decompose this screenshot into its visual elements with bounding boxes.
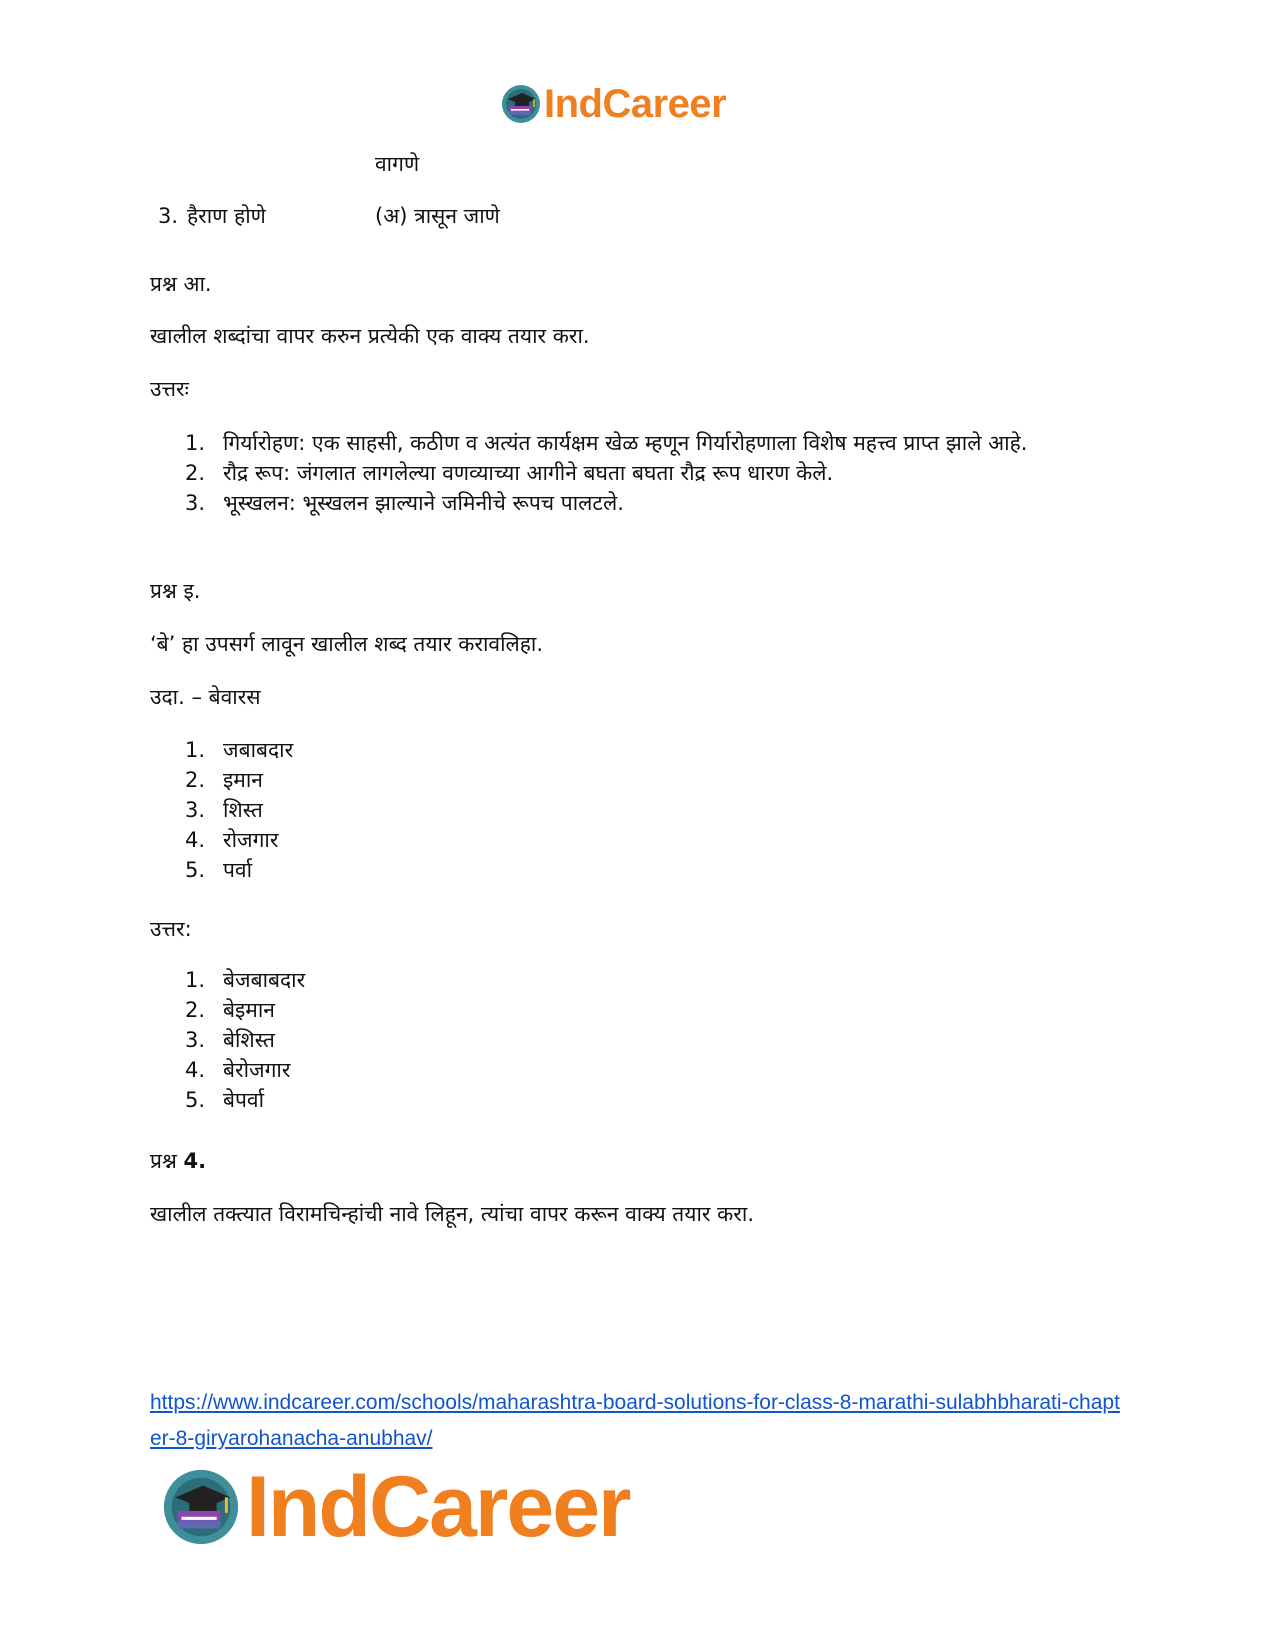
- list-item: 2. बेइमान: [185, 998, 275, 1022]
- list-item: 3. शिस्त: [185, 798, 263, 822]
- source-url-link[interactable]: https://www.indcareer.com/schools/maharashtra-board-solutions-for-class-8-marathi-sulabhbharati-chapter-8-giryarohanacha-anubhav/: [150, 1391, 1120, 1450]
- list-item: 3. भूस्खलन: भूस्खलन झाल्याने जमिनीचे रूपच पालटले.: [185, 491, 624, 515]
- question-i-answer-label: उत्तर:: [150, 917, 192, 941]
- question-i-answers: [185, 965, 305, 1115]
- list-item: 5. बेपर्वा: [185, 1088, 265, 1112]
- row-3-word: हैराण होणे: [187, 204, 266, 228]
- indcareer-logo-top: [500, 80, 726, 128]
- question-i-heading: प्रश्न इ.: [150, 579, 201, 603]
- indcareer-logo-bottom: [160, 1458, 630, 1555]
- list-item: 2. इमान: [185, 768, 263, 792]
- list-item: 4. बेरोजगार: [185, 1058, 291, 1082]
- question-aa-instruction: खालील शब्दांचा वापर करुन प्रत्येकी एक वाक्य तयार करा.: [150, 324, 590, 348]
- list-item: 5. पर्वा: [185, 858, 253, 882]
- question-aa-sentences: [185, 428, 1100, 518]
- list-item: 1. जबाबदार: [185, 738, 294, 762]
- brand-name: IndCareer: [246, 1458, 630, 1555]
- question-i-instruction: ‘बे’ हा उपसर्ग लावून खालील शब्द तयार करावलिहा.: [150, 632, 544, 656]
- question-i-example: उदा. – बेवारस: [150, 685, 261, 709]
- question-4-instruction: खालील तक्त्यात विरामचिन्हांची नावे लिहून, त्यांचा वापर करून वाक्य तयार करा.: [150, 1202, 754, 1226]
- question-i-words: [185, 735, 293, 885]
- row-3-meaning: (अ) त्रासून जाणे: [375, 204, 500, 228]
- list-item: 4. रोजगार: [185, 828, 279, 852]
- question-aa-heading: प्रश्न आ.: [150, 272, 212, 296]
- list-item: 2. रौद्र रूप: जंगलात लागलेल्या वणव्याच्या आगीने बघता बघता रौद्र रूप धारण केले.: [185, 461, 834, 485]
- question-4-heading: प्रश्न 4.: [150, 1149, 207, 1173]
- list-item: 1. गिर्यारोहण: एक साहसी, कठीण व अत्यंत कार्यक्षम खेळ म्हणून गिर्यारोहणाला विशेष महत्त्व प्राप्त झाले आहे.: [185, 431, 1028, 455]
- graduation-cap-books-icon: [500, 83, 542, 125]
- row-3-number: 3.: [158, 204, 179, 228]
- list-item: 1. बेजबाबदार: [185, 968, 306, 992]
- list-item: 3. बेशिस्त: [185, 1028, 275, 1052]
- question-aa-answer-label: उत्तरः: [150, 377, 189, 401]
- graduation-cap-books-icon: [160, 1466, 242, 1548]
- brand-name: IndCareer: [544, 81, 727, 126]
- continued-word: वागणे: [375, 152, 420, 176]
